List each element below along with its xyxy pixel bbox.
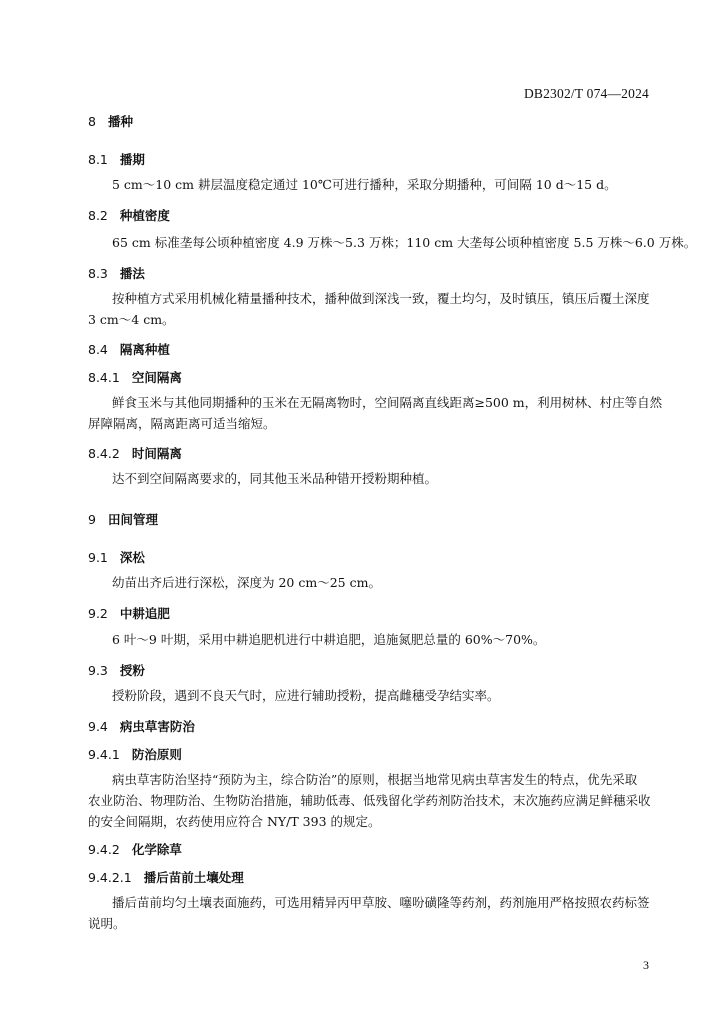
heading-8-4-1: 8.4.1 空间隔离: [88, 370, 182, 385]
heading-9-1: 9.1 深松: [88, 550, 145, 565]
heading-9: 9 田间管理: [88, 512, 158, 527]
heading-8-2: 8.2 种植密度: [88, 208, 170, 223]
paragraph-9-4-1: 病虫草害防治坚持“预防为主，综合防治”的原则，根据当地常见病虫草害发生的特点，优先采取 农业防治、物理防治、生物防治措施，辅助低毒、低残留化学药剂防治技术，末次施药应满足鲜穗采收 的安全间隔期，农药使用应符合 NY/T 393 的规定。: [88, 772, 651, 829]
heading-9-2: 9.2 中耕追肥: [88, 606, 170, 621]
paragraph-8-1: 5 cm～10 cm 耕层温度稳定通过 10℃可进行播种，采取分期播种，可间隔 10 d～15 d。: [112, 177, 617, 192]
heading-9-3: 9.3 授粉: [88, 663, 145, 678]
heading-9-4-2: 9.4.2 化学除草: [88, 842, 182, 857]
standard-code: DB2302/T 074—2024: [523, 86, 649, 101]
paragraph-9-4-2-1: 播后苗前均匀土壤表面施药，可选用精异丙甲草胺、噻吩磺隆等药剂，药剂施用严格按照农药标签 说明。: [88, 895, 650, 931]
heading-9-4: 9.4 病虫草害防治: [88, 719, 195, 734]
heading-9-4-2-1: 9.4.2.1 播后苗前土壤处理: [88, 870, 244, 885]
paragraph-8-2: 65 cm 标准垄每公顷种植密度 4.9 万株～5.3 万株；110 cm 大垄每公顷种植密度 5.5 万株～6.0 万株。: [112, 235, 697, 250]
paragraph-8-3: 按种植方式采用机械化精量播种技术，播种做到深浅一致，覆土均匀，及时镇压，镇压后覆土深度 3 cm～4 cm。: [88, 291, 650, 327]
heading-9-4-1: 9.4.1 防治原则: [88, 747, 182, 762]
paragraph-8-4-2: 达不到空间隔离要求的，同其他玉米品种错开授粉期种植。: [112, 471, 438, 486]
paragraph-9-2: 6 叶～9 叶期，采用中耕追肥机进行中耕追肥，追施氮肥总量的 60%～70%。: [112, 632, 546, 647]
paragraph-8-4-1: 鲜食玉米与其他同期播种的玉米在无隔离物时，空间隔离直线距离≥500 m，利用树林、村庄等自然 屏障隔离，隔离距离可适当缩短。: [88, 395, 663, 431]
page-number: 3: [643, 958, 649, 972]
heading-8-1: 8.1 播期: [88, 152, 145, 167]
paragraph-9-3: 授粉阶段，遇到不良天气时，应进行辅助授粉，提高雌穗受孕结实率。: [112, 688, 500, 703]
paragraph-9-1: 幼苗出齐后进行深松，深度为 20 cm～25 cm。: [112, 575, 381, 590]
heading-8-4-2: 8.4.2 时间隔离: [88, 446, 182, 461]
heading-8-4: 8.4 隔离种植: [88, 342, 170, 357]
heading-8-3: 8.3 播法: [88, 266, 145, 281]
heading-8: 8 播种: [88, 114, 133, 129]
